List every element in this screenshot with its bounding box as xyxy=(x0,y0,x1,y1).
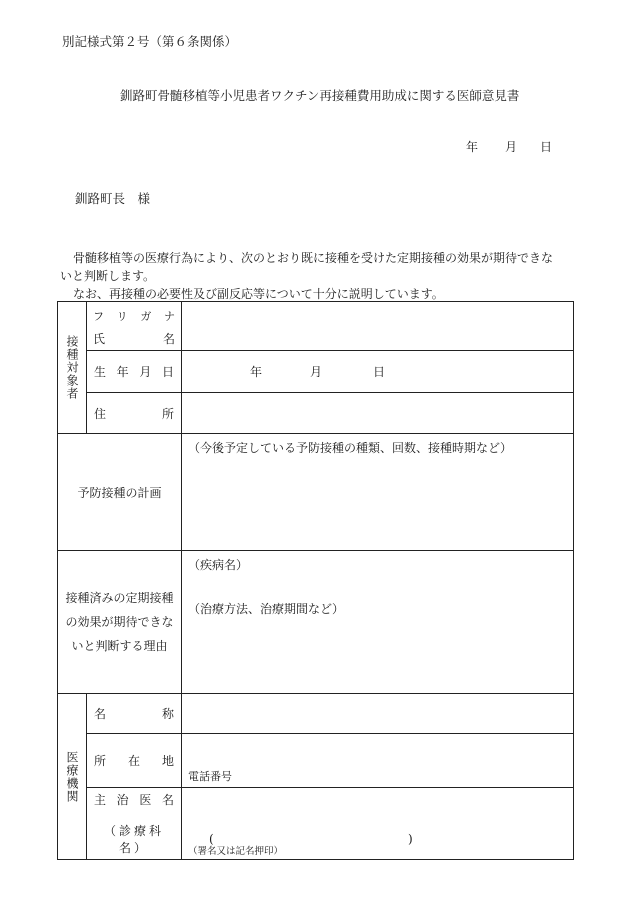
date-day-label: 日 xyxy=(540,140,553,154)
furigana-char: リ xyxy=(116,310,128,323)
subject-group-label-cell xyxy=(58,302,87,434)
birth-month-label: 月 xyxy=(310,365,323,379)
birthdate-field[interactable] xyxy=(182,351,574,393)
plan-field[interactable] xyxy=(182,434,574,551)
institution-name-char: 称 xyxy=(161,707,174,721)
furigana-char: ナ xyxy=(163,310,175,323)
birthdate-char: 月 xyxy=(139,365,152,379)
signature-note: （署名又は記名押印） xyxy=(188,846,284,857)
doctor-label xyxy=(94,791,174,808)
treatment-note: （治療方法、治療期間など） xyxy=(188,602,345,616)
birthdate-char: 日 xyxy=(161,365,174,379)
institution-name-char: 名 xyxy=(94,707,107,721)
address-char: 住 xyxy=(94,406,107,421)
department-label: （診療科名） xyxy=(103,824,164,855)
institution-location-field[interactable] xyxy=(182,734,574,788)
address-label-cell xyxy=(87,393,182,434)
birthdate-char: 年 xyxy=(116,365,129,379)
date-year-label: 年 xyxy=(466,140,479,154)
birthdate-char: 生 xyxy=(94,365,107,379)
furigana-char: ガ xyxy=(140,310,152,323)
address-field[interactable] xyxy=(182,393,574,434)
birth-day-label: 日 xyxy=(373,365,386,379)
signature-paren-close: ) xyxy=(408,832,413,846)
doctor-char: 医 xyxy=(139,793,152,807)
phone-label: 電話番号 xyxy=(188,770,232,783)
furigana-name-label-cell xyxy=(87,302,182,351)
name-char: 名 xyxy=(162,332,175,346)
address-label xyxy=(94,405,174,422)
address-char: 所 xyxy=(161,406,174,421)
reason-label-line: いと判断する理由 xyxy=(71,639,168,653)
name-label xyxy=(93,330,175,350)
plan-label: 予防接種の計画 xyxy=(77,485,162,500)
institution-group-label-cell xyxy=(58,694,87,860)
addressee: 釧路町長 様 xyxy=(75,191,151,206)
body-para1-line2: いと判断します。 xyxy=(60,269,156,283)
reason-label-cell xyxy=(58,551,182,694)
institution-location-label xyxy=(94,752,174,769)
furigana-char: フ xyxy=(93,310,104,323)
plan-note: （今後予定している予防接種の種類、回数、接種時期など） xyxy=(188,441,513,455)
name-char: 氏 xyxy=(93,332,106,346)
institution-location-label-cell xyxy=(87,734,182,788)
subject-name-field[interactable] xyxy=(182,302,574,351)
document-title: 釧路町骨髄移植等小児患者ワクチン再接種費用助成に関する医師意見書 xyxy=(120,88,520,103)
reason-label-line: 接種済みの定期接種 xyxy=(65,591,174,605)
institution-name-field[interactable] xyxy=(182,694,574,734)
doctor-char: 治 xyxy=(116,793,129,807)
institution-name-label xyxy=(94,705,174,722)
body-para1-line1: 骨髄移植等の医療行為により、次のとおり既に接種を受けた定期接種の効果が期待できな xyxy=(73,251,554,265)
birthdate-label xyxy=(94,363,174,380)
opinion-form-table xyxy=(57,301,574,860)
location-char: 在 xyxy=(127,754,140,768)
reason-field[interactable] xyxy=(182,551,574,694)
body-para2: なお、再接種の必要性及び副反応等について十分に説明しています。 xyxy=(73,287,444,301)
institution-name-label-cell xyxy=(87,694,182,734)
disease-note: （疾病名） xyxy=(188,558,249,572)
reason-label-line: の効果が期待できな xyxy=(65,615,174,629)
plan-label-cell xyxy=(58,434,182,551)
subject-group-label: 接種対象者 xyxy=(65,335,79,400)
location-char: 地 xyxy=(161,754,174,768)
doctor-char: 名 xyxy=(161,793,174,807)
doctor-label-cell xyxy=(87,788,182,860)
furigana-label xyxy=(93,308,175,324)
location-char: 所 xyxy=(94,754,107,768)
signature-paren-open: ( xyxy=(209,832,214,846)
birth-year-label: 年 xyxy=(250,365,263,379)
date-month-label: 月 xyxy=(505,140,518,154)
form-number: 別記様式第２号（第６条関係） xyxy=(62,34,238,49)
doctor-char: 主 xyxy=(94,793,107,807)
doctor-signature-field[interactable] xyxy=(182,788,574,860)
institution-group-label: 医療機関 xyxy=(65,750,79,803)
birthdate-label-cell xyxy=(87,351,182,393)
